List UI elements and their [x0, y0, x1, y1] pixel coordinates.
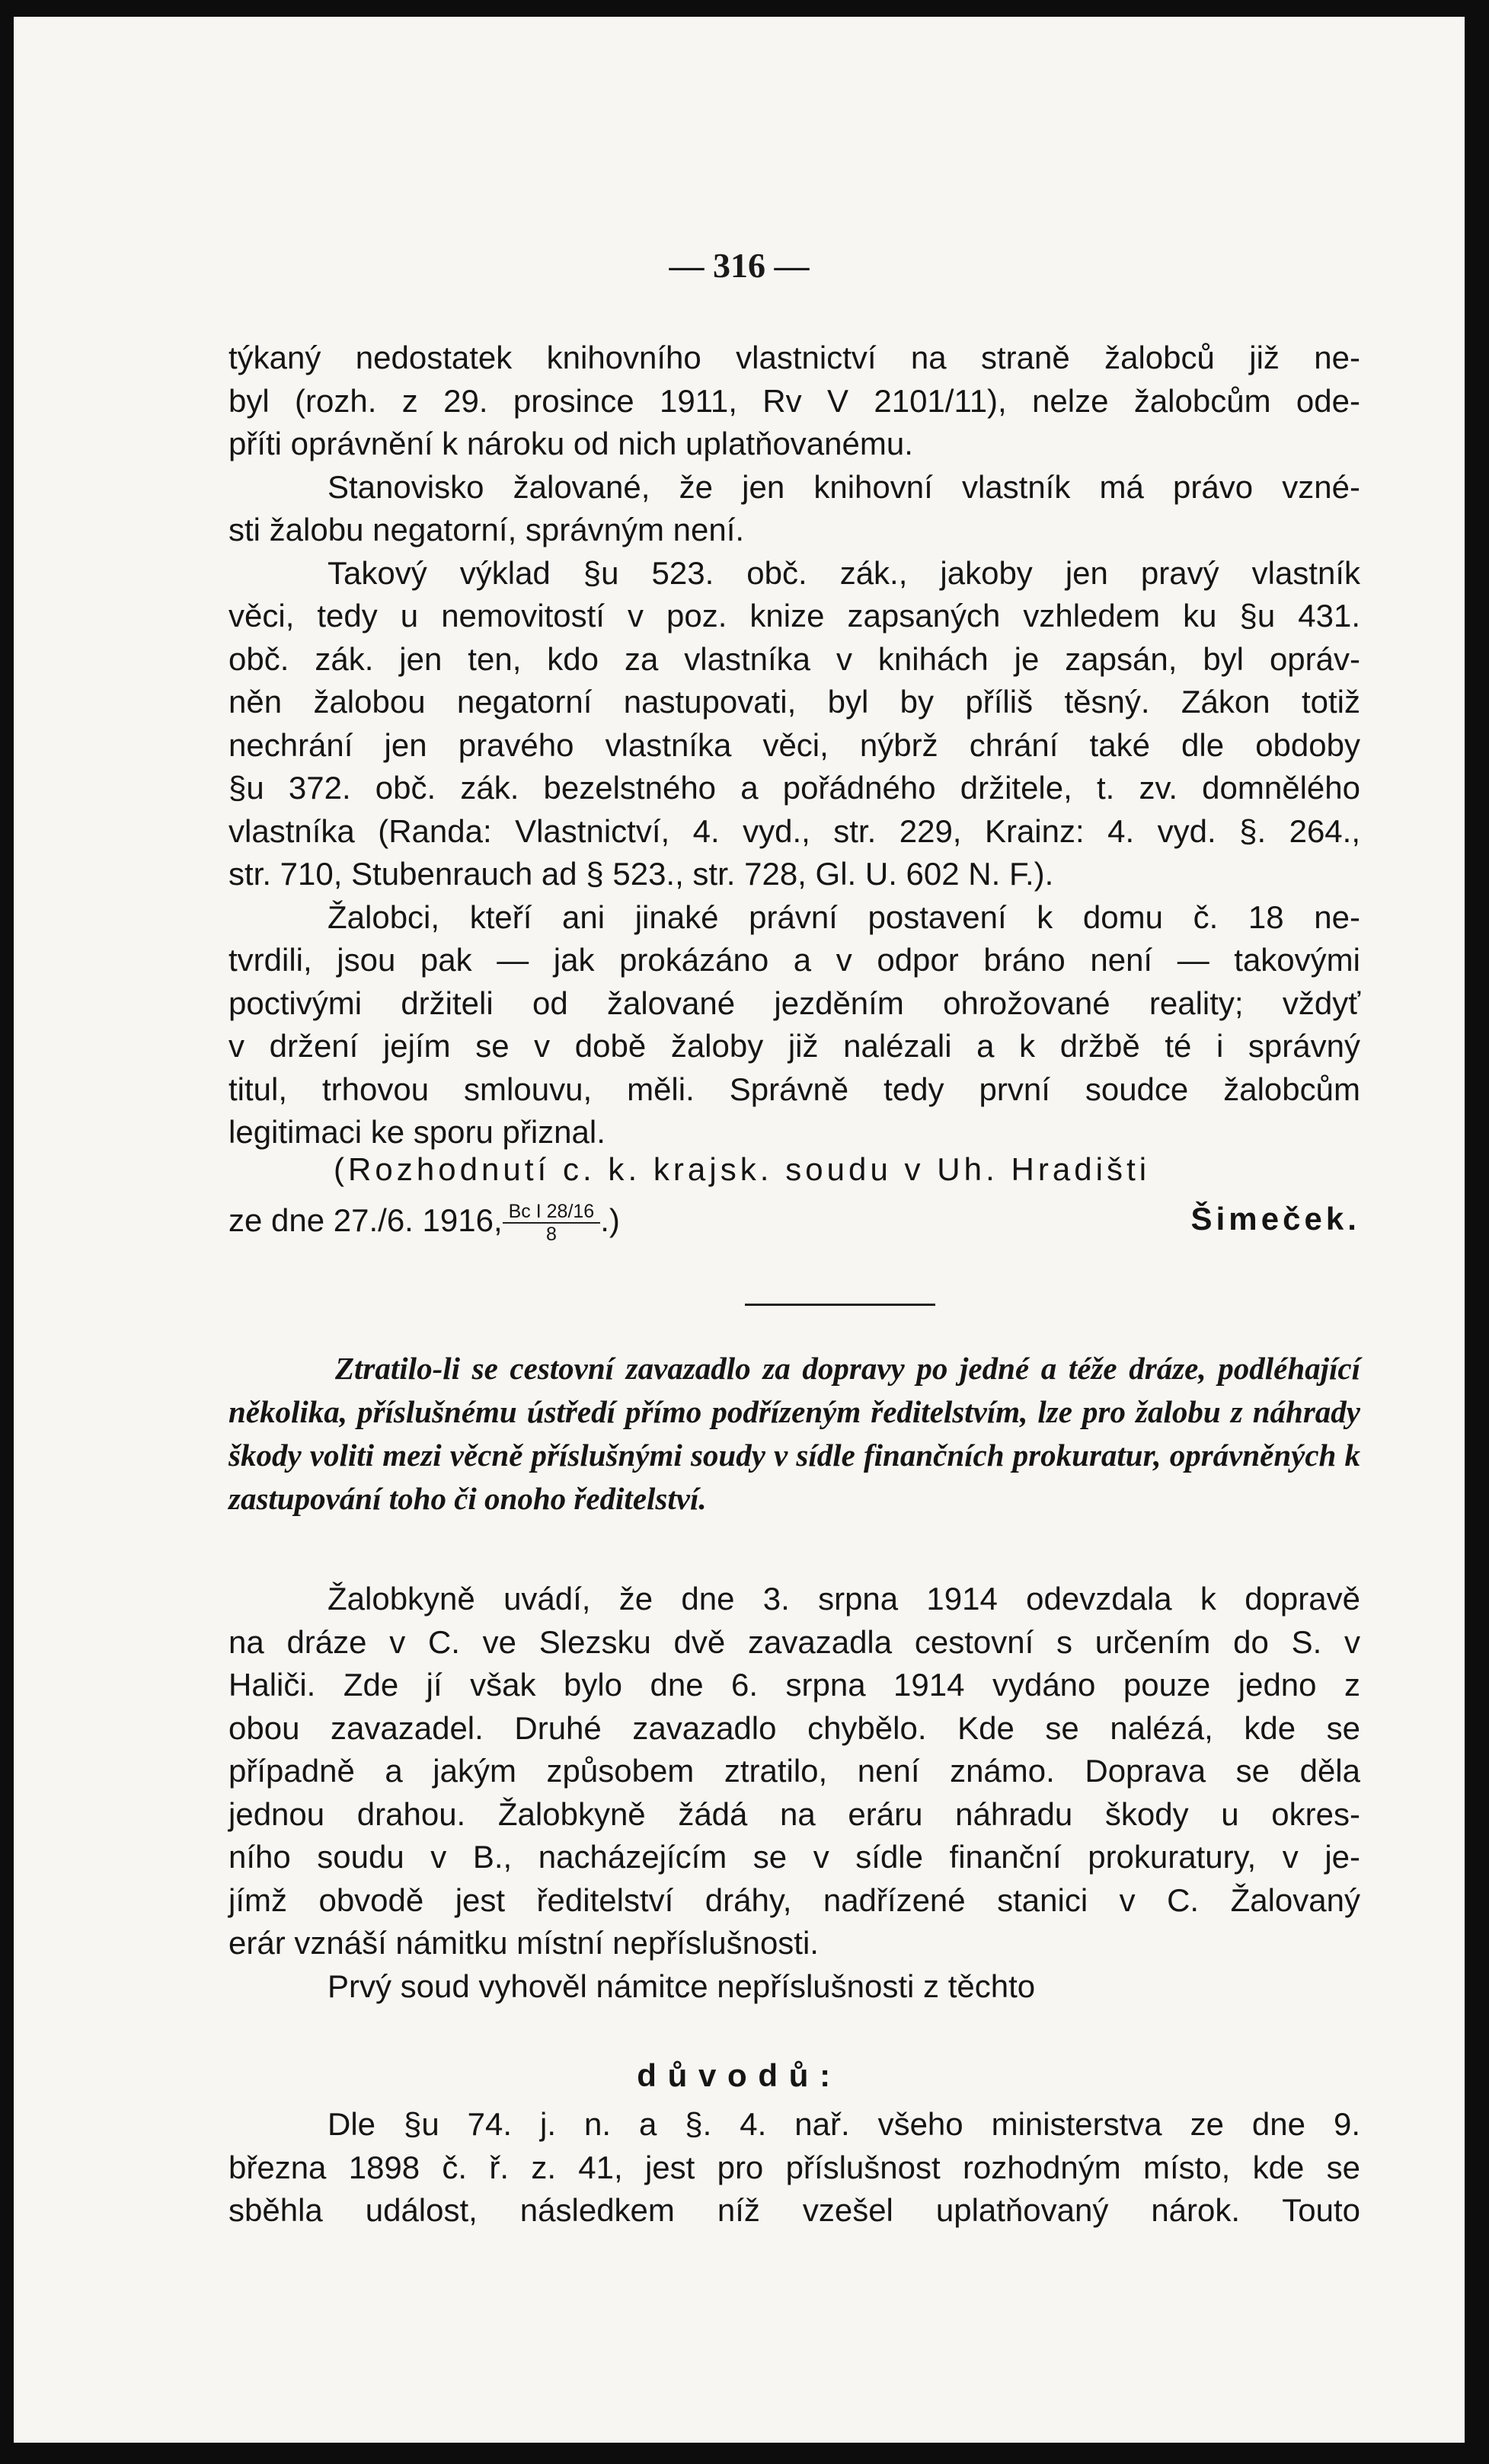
headnote-text: Ztratilo-li se cestovní zavazadlo za dopravy po jedné a téže dráze, podléhající několika, příslušnému ústředí přímo podřízeným ředitelstvím, lze pro žalobu z náhrady škody voliti mezi věcně příslušnými soudy v sídle finančních prokuratur, oprávněných k zastupování toho či onoho ředitelství. — [228, 1351, 1360, 1516]
text-line: sběhla událost, následkem níž vzešel uplatňovaný nárok. Touto — [228, 2192, 1360, 2228]
section-divider — [745, 1304, 935, 1306]
text-line: str. 710, Stubenrauch ad § 523., str. 728, Gl. U. 602 N. F.). — [228, 856, 1054, 892]
text-line: Haliči. Zde jí však bylo dne 6. srpna 1914 vydáno pouze jedno z — [228, 1667, 1360, 1703]
text-line: vlastníka (Randa: Vlastnictví, 4. vyd., str. 229, Krainz: 4. vyd. §. 264., — [228, 812, 1360, 849]
body-text-bottom — [228, 2103, 1360, 2233]
file-number-top: Bc I 28/16 — [503, 1201, 601, 1224]
text-line: tvrdili, jsou pak — jak prokázáno a v odpor bráno není — takovými — [228, 942, 1360, 978]
text-line: ního soudu v B., nacházejícím se v sídle finanční prokuratury, v je- — [228, 1839, 1360, 1875]
text-line: příti oprávnění k nároku od nich uplatňovanému. — [228, 426, 913, 461]
body-text-middle — [228, 1578, 1360, 2008]
headnote — [228, 1347, 1360, 1521]
text-line: Takový výklad §u 523. obč. zák., jakoby jen pravý vlastník — [328, 554, 1360, 591]
decision-date-line — [228, 1201, 1360, 1245]
text-line: Žalobci, kteří ani jinaké právní postavení k domu č. 18 ne- — [328, 898, 1360, 935]
section-heading-duvodu: důvodů: — [637, 2057, 842, 2093]
text-line: §u 372. obč. zák. bezelstného a pořádného držitele, t. zv. domnělého — [228, 770, 1360, 806]
text-line: obč. zák. jen ten, kdo za vlastníka v knihách je zapsán, byl opráv- — [228, 640, 1360, 677]
file-number — [503, 1201, 601, 1245]
text-line: nechrání jen pravého vlastníka věci, nýbrž chrání také dle obdoby — [228, 726, 1360, 763]
text-line: Prvý soud vyhověl námitce nepříslušnosti z těchto — [328, 1968, 1036, 2004]
text-line: března 1898 č. ř. z. 41, jest pro příslušnost rozhodným místo, kde se — [228, 2149, 1360, 2185]
page-number: — 316 — — [669, 246, 810, 285]
text-line: legitimaci ke sporu přiznal. — [228, 1114, 606, 1150]
text-line: věci, tedy u nemovitostí v poz. knize zapsaných vzhledem ku §u 431. — [228, 598, 1360, 634]
text-line: erár vznáší námitku místní nepříslušnosti. — [228, 1925, 819, 1961]
text-line: sti žalobu negatorní, správným není. — [228, 512, 745, 547]
text-line: poctivými držiteli od žalované jezděním ohrožované reality; vždyť — [228, 985, 1360, 1021]
text-line: jímž obvodě jest ředitelství dráhy, nadřízené stanici v C. Žalovaný — [228, 1882, 1360, 1918]
document-page — [14, 17, 1465, 2443]
text-line: na dráze v C. ve Slezsku dvě zavazadla cestovní s určením do S. v — [228, 1623, 1360, 1660]
text-line: jednou drahou. Žalobkyně žádá na eráru náhradu škody u okres- — [228, 1795, 1360, 1832]
text-line: něn žalobou negatorní nastupovati, byl by příliš těsný. Zákon totiž — [228, 684, 1360, 720]
citation-close: .) — [600, 1202, 620, 1239]
file-number-bottom: 8 — [545, 1224, 557, 1245]
decision-date: ze dne 27./6. 1916, — [228, 1202, 503, 1239]
text-line: v držení jejím se v době žaloby již nalézali a k držbě té i správný — [228, 1028, 1360, 1064]
judge-name: Šimeček. — [1190, 1201, 1360, 1237]
text-line: byl (rozh. z 29. prosince 1911, Rv V 2101/11), nelze žalobcům ode- — [228, 382, 1360, 419]
text-line: titul, trhovou smlouvu, měli. Správně tedy první soudce žalobcům — [228, 1071, 1360, 1107]
text-line: obou zavazadel. Druhé zavazadlo chybělo. Kde se nalézá, kde se — [228, 1709, 1360, 1746]
text-line: Žalobkyně uvádí, že dne 3. srpna 1914 odevzdala k dopravě — [328, 1581, 1360, 1617]
body-text-top — [228, 337, 1360, 1154]
text-line: Dle §u 74. j. n. a §. 4. nař. všeho ministerstva ze dne 9. — [328, 2106, 1360, 2142]
text-line: týkaný nedostatek knihovního vlastnictví na straně žalobců již ne- — [228, 340, 1360, 375]
text-line: případně a jakým způsobem ztratilo, není známo. Doprava se děla — [228, 1753, 1360, 1789]
text-line: Stanovisko žalované, že jen knihovní vlastník má právo vzné- — [328, 468, 1360, 505]
decision-citation: (Rozhodnutí c. k. krajsk. soudu v Uh. Hradišti — [334, 1151, 1151, 1187]
